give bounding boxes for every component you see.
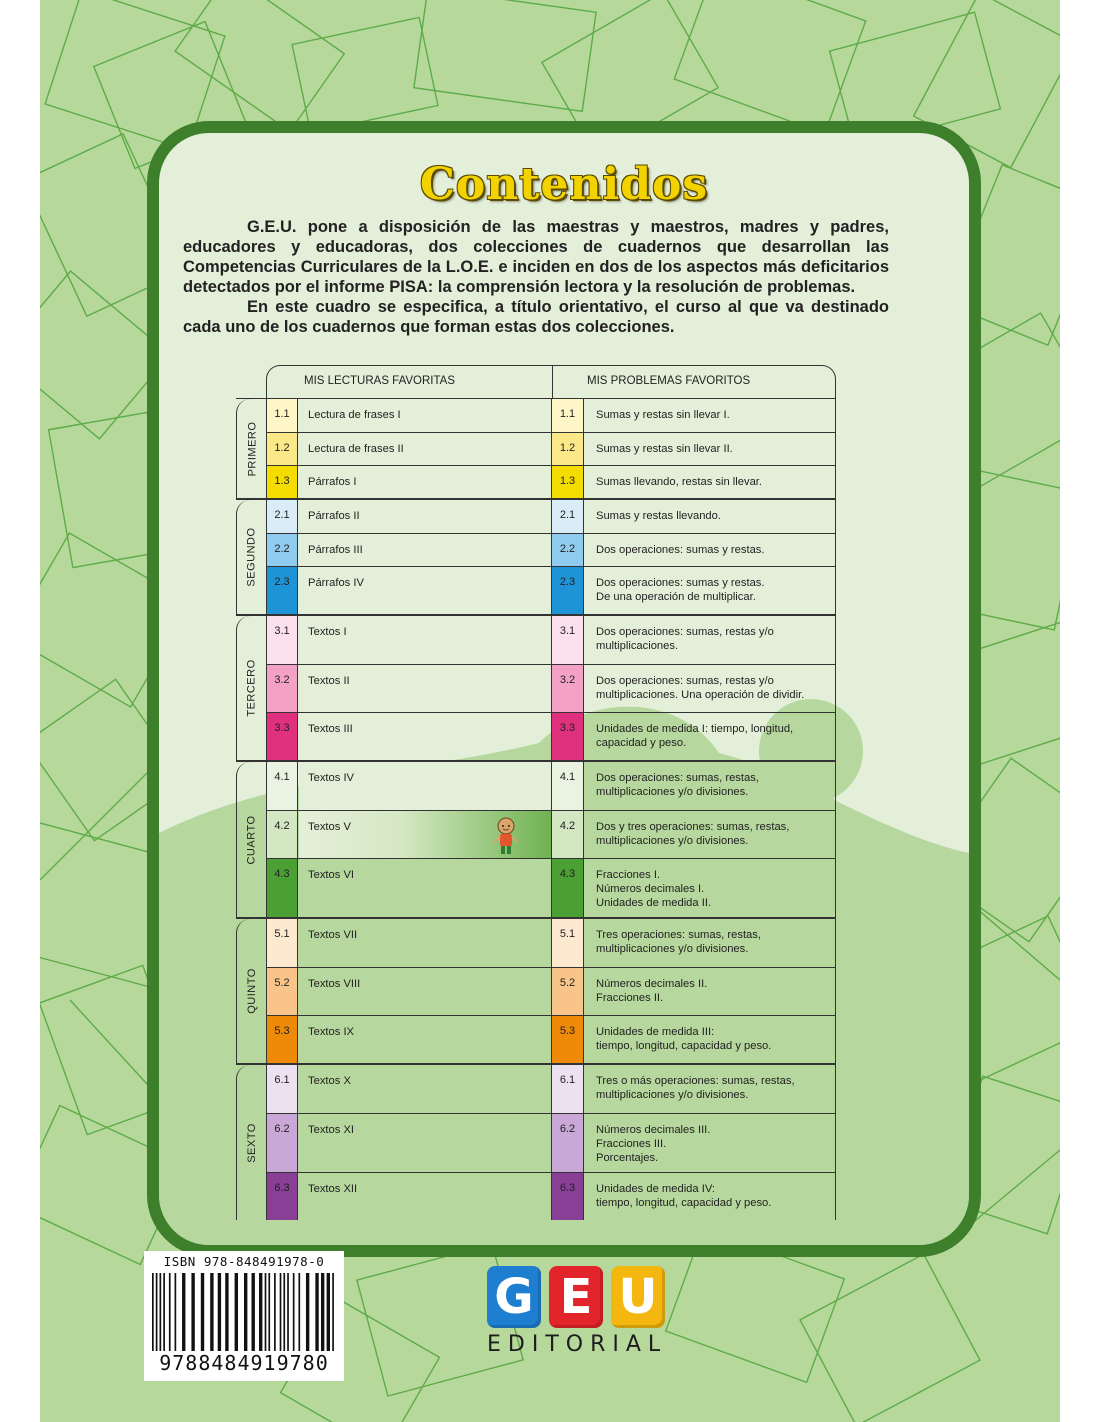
course-label [236,500,267,614]
problemas-line: De una operación de multiplicar. [596,591,756,603]
barcode-bar [225,1273,228,1351]
barcode-bar [235,1273,238,1351]
course-group [236,498,835,614]
barcode-bar [210,1273,213,1351]
lecturas-number: 5.1 [266,919,298,967]
lecturas-title: Párrafos III [299,534,552,566]
lecturas-number: 6.1 [266,1065,298,1113]
lecturas-title: Lectura de frases II [299,433,552,465]
lecturas-title: Textos X [299,1065,552,1113]
problemas-number: 1.2 [552,433,584,465]
barcode-bar [152,1273,154,1351]
problemas-title [585,1016,834,1063]
problemas-line: Unidades de medida III: [596,1026,715,1038]
lecturas-title: Párrafos II [299,500,552,533]
table-row [266,664,835,712]
logo-u: U [611,1266,665,1328]
problemas-line: Dos operaciones: sumas y restas. [596,544,765,556]
header-problemas: MIS PROBLEMAS FAVORITOS [587,375,751,387]
table-row [266,566,835,614]
problemas-title [585,399,834,432]
problemas-line: Unidades de medida II. [596,897,712,909]
table-header [266,365,836,399]
barcode-bar [218,1273,221,1351]
problemas-line: Dos operaciones: sumas, restas, [596,772,759,784]
problemas-title [585,1173,834,1220]
problemas-title [585,665,834,712]
problemas-line: Sumas y restas llevando. [596,510,721,522]
problemas-title [585,500,834,533]
lecturas-title: Textos VII [299,919,552,967]
problemas-number: 1.1 [552,399,584,432]
barcode-digits: 9788484919780 [159,1351,329,1375]
course-label [236,762,267,917]
problemas-line: Dos operaciones: sumas, restas y/o [596,675,774,687]
course-group [236,398,835,498]
barcode-bar [252,1273,255,1351]
lecturas-title: Textos VIII [299,968,552,1015]
barcode-bar [268,1273,270,1351]
table-row [266,432,835,465]
problemas-number: 2.3 [552,567,584,614]
table-row [266,712,835,760]
problemas-number: 6.3 [552,1173,584,1220]
problemas-number: 3.3 [552,713,584,760]
lecturas-number: 5.3 [266,1016,298,1063]
course-label-text: SEXTO [246,1122,258,1163]
lecturas-title: Textos I [299,616,552,664]
problemas-line: Sumas y restas sin llevar II. [596,443,733,455]
table-row [266,616,835,664]
table-row [266,500,835,533]
barcode-bar [293,1273,295,1351]
problemas-title [585,1114,834,1172]
problemas-title [585,859,834,917]
problemas-title [585,762,834,810]
problemas-number: 3.2 [552,665,584,712]
problemas-line: multiplicaciones y/o divisiones. [596,786,749,798]
problemas-line: Unidades de medida IV: [596,1183,715,1195]
barcode-bar [327,1273,330,1351]
lecturas-number: 5.2 [266,968,298,1015]
table-row [266,762,835,810]
barcode-block [144,1251,344,1381]
intro-paragraph-2: En este cuadro se especifica, a título orientativo, el curso al que va destinado cada uno de los cuadernos que forman estas dos colecciones. [183,298,889,336]
lecturas-number: 4.2 [266,811,298,858]
course-label-text: PRIMERO [246,421,258,476]
problemas-line: Dos operaciones: sumas, restas y/o [596,626,774,638]
problemas-line: capacidad y peso. [596,737,687,749]
course-label-text: TERCERO [246,659,258,717]
problemas-number: 5.1 [552,919,584,967]
problemas-line: Sumas llevando, restas sin llevar. [596,476,763,488]
barcode-bar [265,1273,267,1351]
lecturas-title: Textos II [299,665,552,712]
lecturas-title: Textos XI [299,1114,552,1172]
problemas-line: Dos y tres operaciones: sumas, restas, [596,821,790,833]
problemas-title [585,534,834,566]
problemas-line: Fracciones II. [596,992,664,1004]
problemas-line: multiplicaciones y/o divisiones. [596,835,749,847]
problemas-title [585,713,834,760]
course-label-text: QUINTO [246,968,259,1014]
problemas-number: 5.3 [552,1016,584,1063]
lecturas-title: Textos IV [299,762,552,810]
problemas-number: 2.2 [552,534,584,566]
problemas-line: Tres o más operaciones: sumas, restas, [596,1075,795,1087]
child-figure-icon [491,816,521,856]
table-row [266,858,835,917]
problemas-line: Fracciones I. [596,869,661,881]
problemas-number: 5.2 [552,968,584,1015]
logo-e: E [549,1266,603,1328]
barcode-bar [306,1273,309,1351]
logo-g: G [487,1266,541,1328]
problemas-line: tiempo, longitud, capacidad y peso. [596,1197,772,1209]
problemas-title [585,1065,834,1113]
table-row [266,1015,835,1063]
course-label [236,399,267,498]
course-group [236,1063,835,1220]
barcode-bar [163,1273,165,1351]
table-row [266,1065,835,1113]
lecturas-title: Lectura de frases I [299,399,552,432]
problemas-line: Tres operaciones: sumas, restas, [596,929,761,941]
lecturas-number: 3.1 [266,616,298,664]
problemas-line: Unidades de medida I: tiempo, longitud, [596,723,794,735]
lecturas-number: 3.3 [266,713,298,760]
problemas-line: Fracciones III. [596,1138,667,1150]
table-row [266,399,835,432]
table-row [266,1113,835,1172]
page-title: Contenidos [419,159,709,210]
lecturas-title: Textos IX [299,1016,552,1063]
lecturas-number: 2.1 [266,500,298,533]
barcode-bar [160,1273,162,1351]
barcode-bar [283,1273,285,1351]
course-label [236,616,267,760]
barcode-bar [175,1273,177,1351]
course-label [236,919,267,1063]
problemas-number: 6.2 [552,1114,584,1172]
problemas-number: 1.3 [552,466,584,498]
contents-panel [147,121,981,1257]
problemas-line: multiplicaciones y/o divisiones. [596,943,749,955]
problemas-title [585,811,834,858]
lecturas-number: 4.3 [266,859,298,917]
problemas-number: 3.1 [552,616,584,664]
problemas-line: multiplicaciones y/o divisiones. [596,1089,749,1101]
barcode-bar [244,1273,247,1351]
problemas-number: 4.3 [552,859,584,917]
problemas-line: multiplicaciones. Una operación de dividir. [596,689,805,701]
intro-paragraph-1: G.E.U. pone a disposición de las maestras y maestros, madres y padres, educadores y educadoras, dos colecciones de cuadernos que desarrollan las Competencias Curriculares de la L.O.E. e inciden en dos de los aspectos más deficitarios detectados por el informe PISA: la comprensión lectora y la resolución de problemas. [183,218,889,296]
lecturas-title: Párrafos I [299,466,552,498]
problemas-title [585,968,834,1015]
course-label-text: CUARTO [246,814,259,865]
lecturas-number: 4.1 [266,762,298,810]
lecturas-number: 3.2 [266,665,298,712]
lecturas-title: Textos V [299,811,552,858]
barcode-bar [259,1273,262,1351]
barcode-bar [191,1273,194,1351]
lecturas-number: 1.2 [266,433,298,465]
header-lecturas: MIS LECTURAS FAVORITAS [304,375,456,387]
barcode-bar [274,1273,276,1351]
intro-text [183,217,889,337]
problemas-title [585,433,834,465]
barcode-bars [152,1273,336,1351]
barcode-bar [201,1273,204,1351]
lecturas-number: 6.2 [266,1114,298,1172]
lecturas-number: 6.3 [266,1173,298,1220]
table-row [266,533,835,566]
lecturas-title: Textos III [299,713,552,760]
lecturas-number: 2.3 [266,567,298,614]
problemas-title [585,616,834,664]
barcode-bar [315,1273,318,1351]
problemas-line: Números decimales II. [596,978,708,990]
course-group [236,917,835,1063]
course-group [236,760,835,917]
problemas-line: Dos operaciones: sumas y restas. [596,577,765,589]
lecturas-number: 1.1 [266,399,298,432]
logo-editorial: EDITORIAL [487,1332,668,1357]
table-row [266,1172,835,1220]
barcode-bar [332,1273,334,1351]
problemas-title [585,919,834,967]
course-label [236,1065,267,1220]
lecturas-number: 2.2 [266,534,298,566]
table-body [236,398,836,1220]
problemas-number: 4.1 [552,762,584,810]
barcode-bar [298,1273,300,1351]
problemas-line: Números decimales I. [596,883,705,895]
barcode-bar [182,1273,185,1351]
lecturas-number: 1.3 [266,466,298,498]
course-group [236,614,835,760]
problemas-number: 4.2 [552,811,584,858]
lecturas-title: Párrafos IV [299,567,552,614]
barcode-bar [156,1273,158,1351]
barcode-bar [280,1273,282,1351]
problemas-number: 6.1 [552,1065,584,1113]
problemas-line: tiempo, longitud, capacidad y peso. [596,1040,772,1052]
table-row [266,465,835,498]
lecturas-title: Textos VI [299,859,552,917]
lecturas-title: Textos XII [299,1173,552,1220]
isbn-label: ISBN 978-848491978-0 [163,1254,325,1269]
barcode-bar [169,1273,171,1351]
barcode-bar [287,1273,289,1351]
barcode-bar [321,1273,324,1351]
table-row [266,967,835,1015]
problemas-line: Números decimales III. [596,1124,711,1136]
table-row [266,919,835,967]
problemas-title [585,466,834,498]
table-row [266,810,835,858]
problemas-title [585,567,834,614]
problemas-line: multiplicaciones. [596,640,679,652]
back-cover [40,0,1060,1422]
problemas-line: Porcentajes. [596,1152,659,1164]
problemas-number: 2.1 [552,500,584,533]
course-label-text: SEGUNDO [246,527,258,587]
problemas-line: Sumas y restas sin llevar I. [596,409,730,421]
